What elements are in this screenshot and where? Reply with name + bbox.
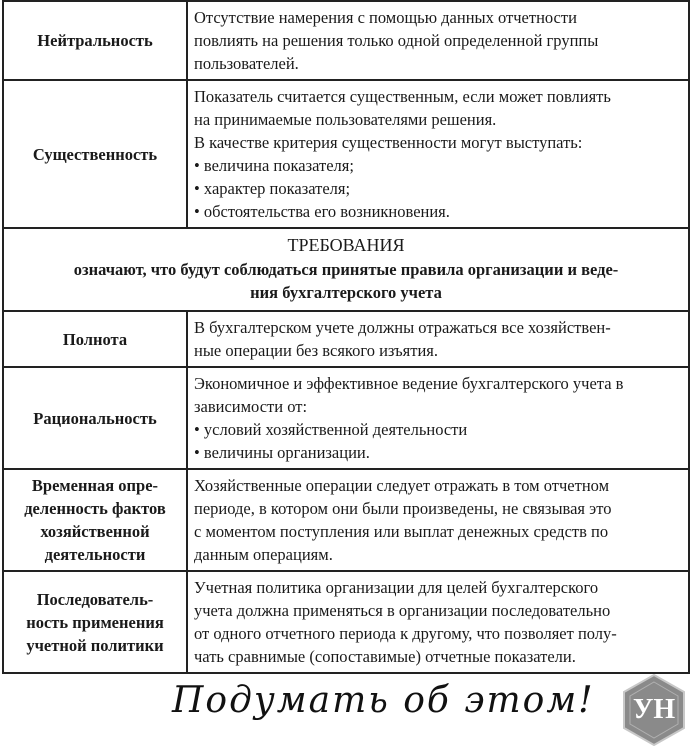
- logo-letters: УН: [632, 694, 676, 725]
- section-subtitle-line: ния бухгалтерского учета: [250, 283, 442, 302]
- term-cell: Рациональность: [3, 367, 187, 469]
- term-cell: Существенность: [3, 80, 187, 228]
- section-subtitle-line: означают, что будут соблюдаться принятые правила организации и веде-: [73, 260, 619, 279]
- term-cell: [3, 571, 187, 673]
- table-row-rationality: [3, 367, 689, 469]
- definition-cell: [187, 367, 689, 469]
- definition-line: на принимаемые пользователями решения.: [194, 110, 497, 129]
- definition-cell: [187, 311, 689, 367]
- definition-line: пользователей.: [194, 54, 299, 73]
- term-cell: [3, 469, 187, 571]
- table-row-neutrality: [3, 1, 689, 80]
- definition-cell: [187, 469, 689, 571]
- term-line: учетной политики: [26, 635, 164, 655]
- term-line: Последователь-: [36, 589, 154, 609]
- definition-line: Учетная политика организации для целей бухгалтерского: [194, 578, 599, 597]
- slogan-text: Подумать об этом!: [172, 680, 595, 721]
- term-line: деленность фактов: [24, 499, 166, 518]
- definition-line: учета должна применяться в организации последовательно: [194, 601, 611, 620]
- definition-line: с моментом поступления или выплат денежных средств по: [194, 522, 609, 541]
- definition-line: Отсутствие намерения с помощью данных отчетности: [194, 8, 577, 27]
- page-footer: [0, 662, 692, 753]
- definition-line: чать сравнимые (сопоставимые) отчетные показатели.: [194, 647, 576, 666]
- definition-line: зависимости от:: [194, 397, 308, 416]
- bullet-item: • обстоятельства его возникновения.: [194, 200, 682, 223]
- definition-line: периоде, в котором они были произведены, не связывая это: [194, 499, 612, 518]
- bullet-item: • величина показателя;: [194, 154, 682, 177]
- table-row-consistency: [3, 571, 689, 673]
- definition-line: Хозяйственные операции следует отражать в том отчетном: [194, 476, 610, 495]
- definition-line: повлиять на решения только одной определенной группы: [194, 31, 599, 50]
- definition-line: ные операции без всякого изъятия.: [194, 341, 439, 360]
- term-line: Временная опре-: [31, 476, 159, 495]
- definition-cell: [187, 571, 689, 673]
- definition-cell: [187, 80, 689, 228]
- bullet-item: • условий хозяйственной деятельности: [194, 418, 682, 441]
- table-row-materiality: [3, 80, 689, 228]
- table-row-temporal-certainty: [3, 469, 689, 571]
- term-line: хозяйственной: [40, 522, 150, 541]
- definition-line: В бухгалтерском учете должны отражаться все хозяйствен-: [194, 318, 611, 337]
- definition-line: от одного отчетного периода к другому, что позволяет полу-: [194, 624, 617, 643]
- bullet-item: • величины организации.: [194, 441, 682, 464]
- definition-cell: [187, 1, 689, 80]
- definition-line: В качестве критерия существенности могут выступать:: [194, 133, 583, 152]
- publisher-logo: [622, 674, 686, 746]
- term-line: деятельности: [44, 545, 146, 564]
- definition-line: данным операциям.: [194, 545, 333, 564]
- definition-line: Показатель считается существенным, если может повлиять: [194, 87, 611, 106]
- term-cell: Нейтральность: [3, 1, 187, 80]
- table-row-completeness: [3, 311, 689, 367]
- principles-table: [2, 0, 690, 674]
- term-line: ность применения: [26, 612, 164, 632]
- section-header-row: [3, 228, 689, 311]
- definition-line: Экономичное и эффективное ведение бухгалтерского учета в: [194, 374, 624, 393]
- bullet-item: • характер показателя;: [194, 177, 682, 200]
- term-cell: Полнота: [3, 311, 187, 367]
- section-title: ТРЕБОВАНИЯ: [287, 235, 405, 255]
- section-header-cell: [3, 228, 689, 311]
